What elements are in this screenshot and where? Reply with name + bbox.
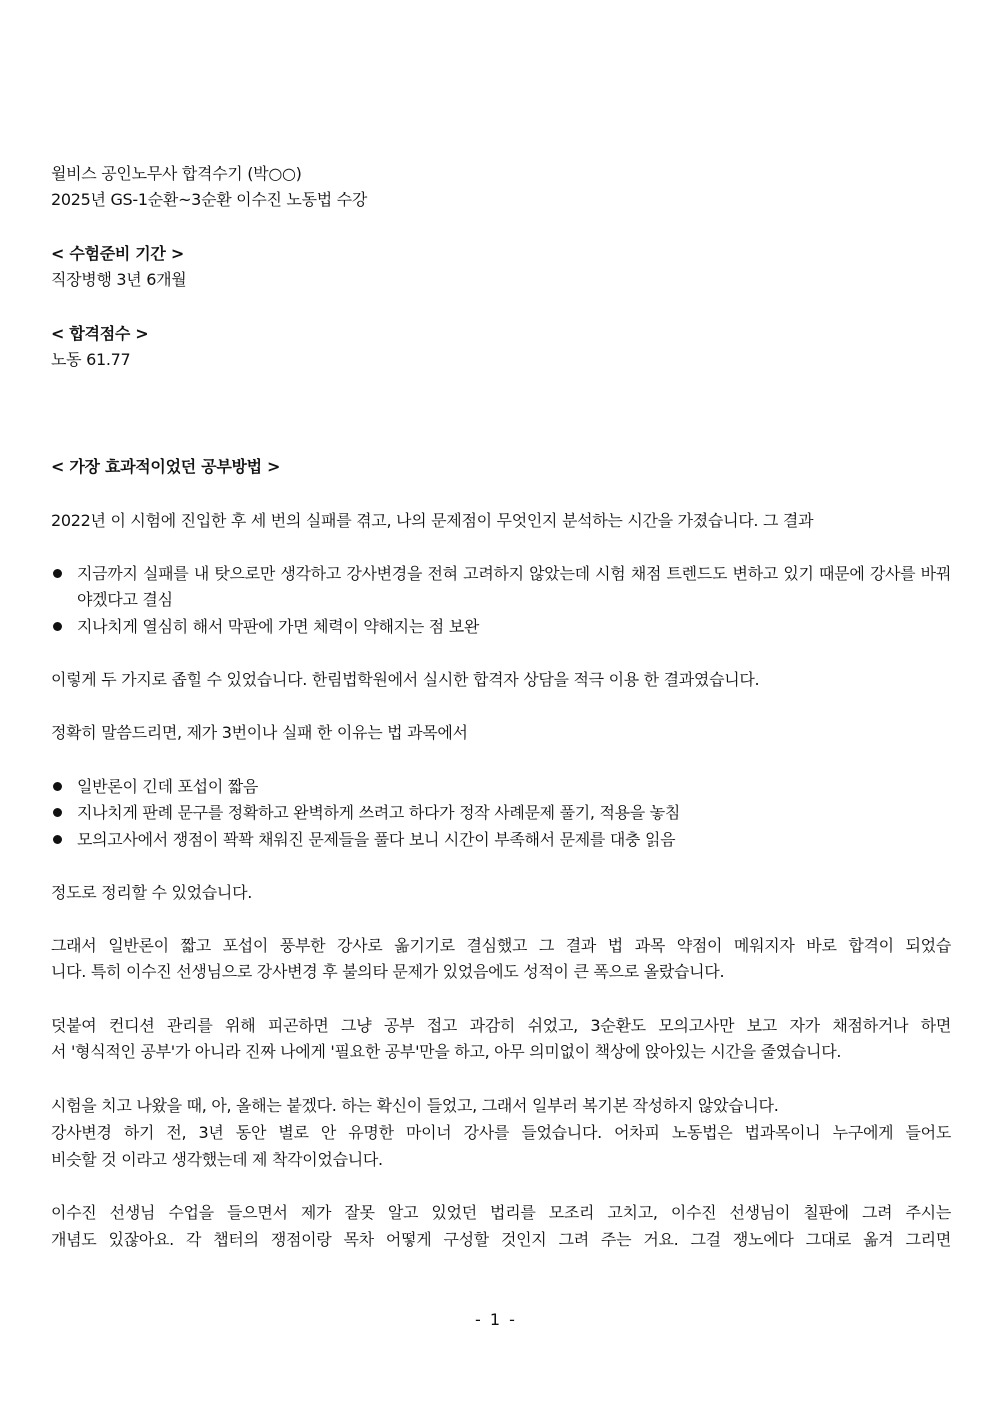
method-summary-2: 정도로 정리할 수 있었습니다. xyxy=(51,883,253,902)
bullet-icon xyxy=(53,622,62,631)
bullet-icon xyxy=(53,569,62,578)
document-subtitle: 2025년 GS-1순환~3순환 이수진 노동법 수강 xyxy=(51,190,367,209)
document-page xyxy=(51,0,951,1403)
bullet-icon xyxy=(53,808,62,817)
paragraph-line: 이수진 선생님 수업을 들으면서 제가 잘못 알고 있었던 법리를 모조리 고치고, 이수진 선생님이 칠판에 그려 주시는 xyxy=(51,1203,951,1222)
list-item-text: 모의고사에서 쟁점이 꽉꽉 채워진 문제들을 풀다 보니 시간이 부족해서 문제를 대충 읽음 xyxy=(77,830,676,849)
paragraph-line: 그래서 일반론이 짧고 포섭이 풍부한 강사로 옮기기로 결심했고 그 결과 법 과목 약점이 메워지자 바로 합격이 되었습 xyxy=(51,936,951,955)
score-heading: < 합격점수 > xyxy=(51,324,149,343)
prep-period-heading: < 수험준비 기간 > xyxy=(51,244,184,263)
paragraph-line: 덧붙여 컨디션 관리를 위해 피곤하면 그냥 공부 접고 과감히 쉬었고, 3순환도 모의고사만 보고 자가 채점하거나 하면 xyxy=(51,1016,951,1035)
method-intro-2: 정확히 말씀드리면, 제가 3번이나 실패 한 이유는 법 과목에서 xyxy=(51,723,468,742)
method-intro: 2022년 이 시험에 진입한 후 세 번의 실패를 겪고, 나의 문제점이 무엇인지 분석하는 시간을 가졌습니다. 그 결과 xyxy=(51,511,814,530)
prep-period-value: 직장병행 3년 6개월 xyxy=(51,270,187,289)
list-item-text: 지나치게 열심히 해서 막판에 가면 체력이 약해지는 점 보완 xyxy=(77,617,480,636)
bullet-icon xyxy=(53,782,62,791)
paragraph-line: 개념도 있잖아요. 각 챕터의 쟁점이랑 목차 어떻게 구성할 것인지 그려 주는 거요. 그걸 쟁노에다 그대로 옮겨 그리면 xyxy=(51,1230,951,1249)
method-heading: < 가장 효과적이었던 공부방법 > xyxy=(51,457,281,476)
paragraph-line: 니다. 특히 이수진 선생님으로 강사변경 후 불의타 문제가 있었음에도 성적이 큰 폭으로 올랐습니다. xyxy=(51,962,725,981)
bullet-icon xyxy=(53,835,62,844)
paragraph-line: 비슷할 것 이라고 생각했는데 제 착각이었습니다. xyxy=(51,1150,383,1169)
page-number: - 1 - xyxy=(475,1310,517,1329)
document-title: 윌비스 공인노무사 합격수기 (박○○) xyxy=(51,164,302,183)
list-item-text: 일반론이 긴데 포섭이 짧음 xyxy=(77,777,259,796)
paragraph-line: 시험을 치고 나왔을 때, 아, 올해는 붙겠다. 하는 확신이 들었고, 그래서 일부러 복기본 작성하지 않았습니다. xyxy=(51,1096,779,1115)
method-summary-1: 이렇게 두 가지로 좁힐 수 있었습니다. 한림법학원에서 실시한 합격자 상담을 적극 이용 한 결과였습니다. xyxy=(51,670,760,689)
list-item-text: 지나치게 판례 문구를 정확하고 완벽하게 쓰려고 하다가 정작 사례문제 풀기, 적용을 놓침 xyxy=(77,803,681,822)
score-value: 노동 61.77 xyxy=(51,350,131,369)
paragraph-line: 서 '형식적인 공부'가 아니라 진짜 나에게 '필요한 공부'만을 하고, 아무 의미없이 책상에 앉아있는 시간을 줄였습니다. xyxy=(51,1042,842,1061)
paragraph-line: 강사변경 하기 전, 3년 동안 별로 안 유명한 마이너 강사를 들었습니다. 어차피 노동법은 법과목이니 누구에게 들어도 xyxy=(51,1123,951,1142)
list-item-text: 지금까지 실패를 내 탓으로만 생각하고 강사변경을 전혀 고려하지 않았는데 시험 채점 트렌드도 변하고 있기 때문에 강사를 바꿔야겠다고 결심 xyxy=(77,564,951,609)
